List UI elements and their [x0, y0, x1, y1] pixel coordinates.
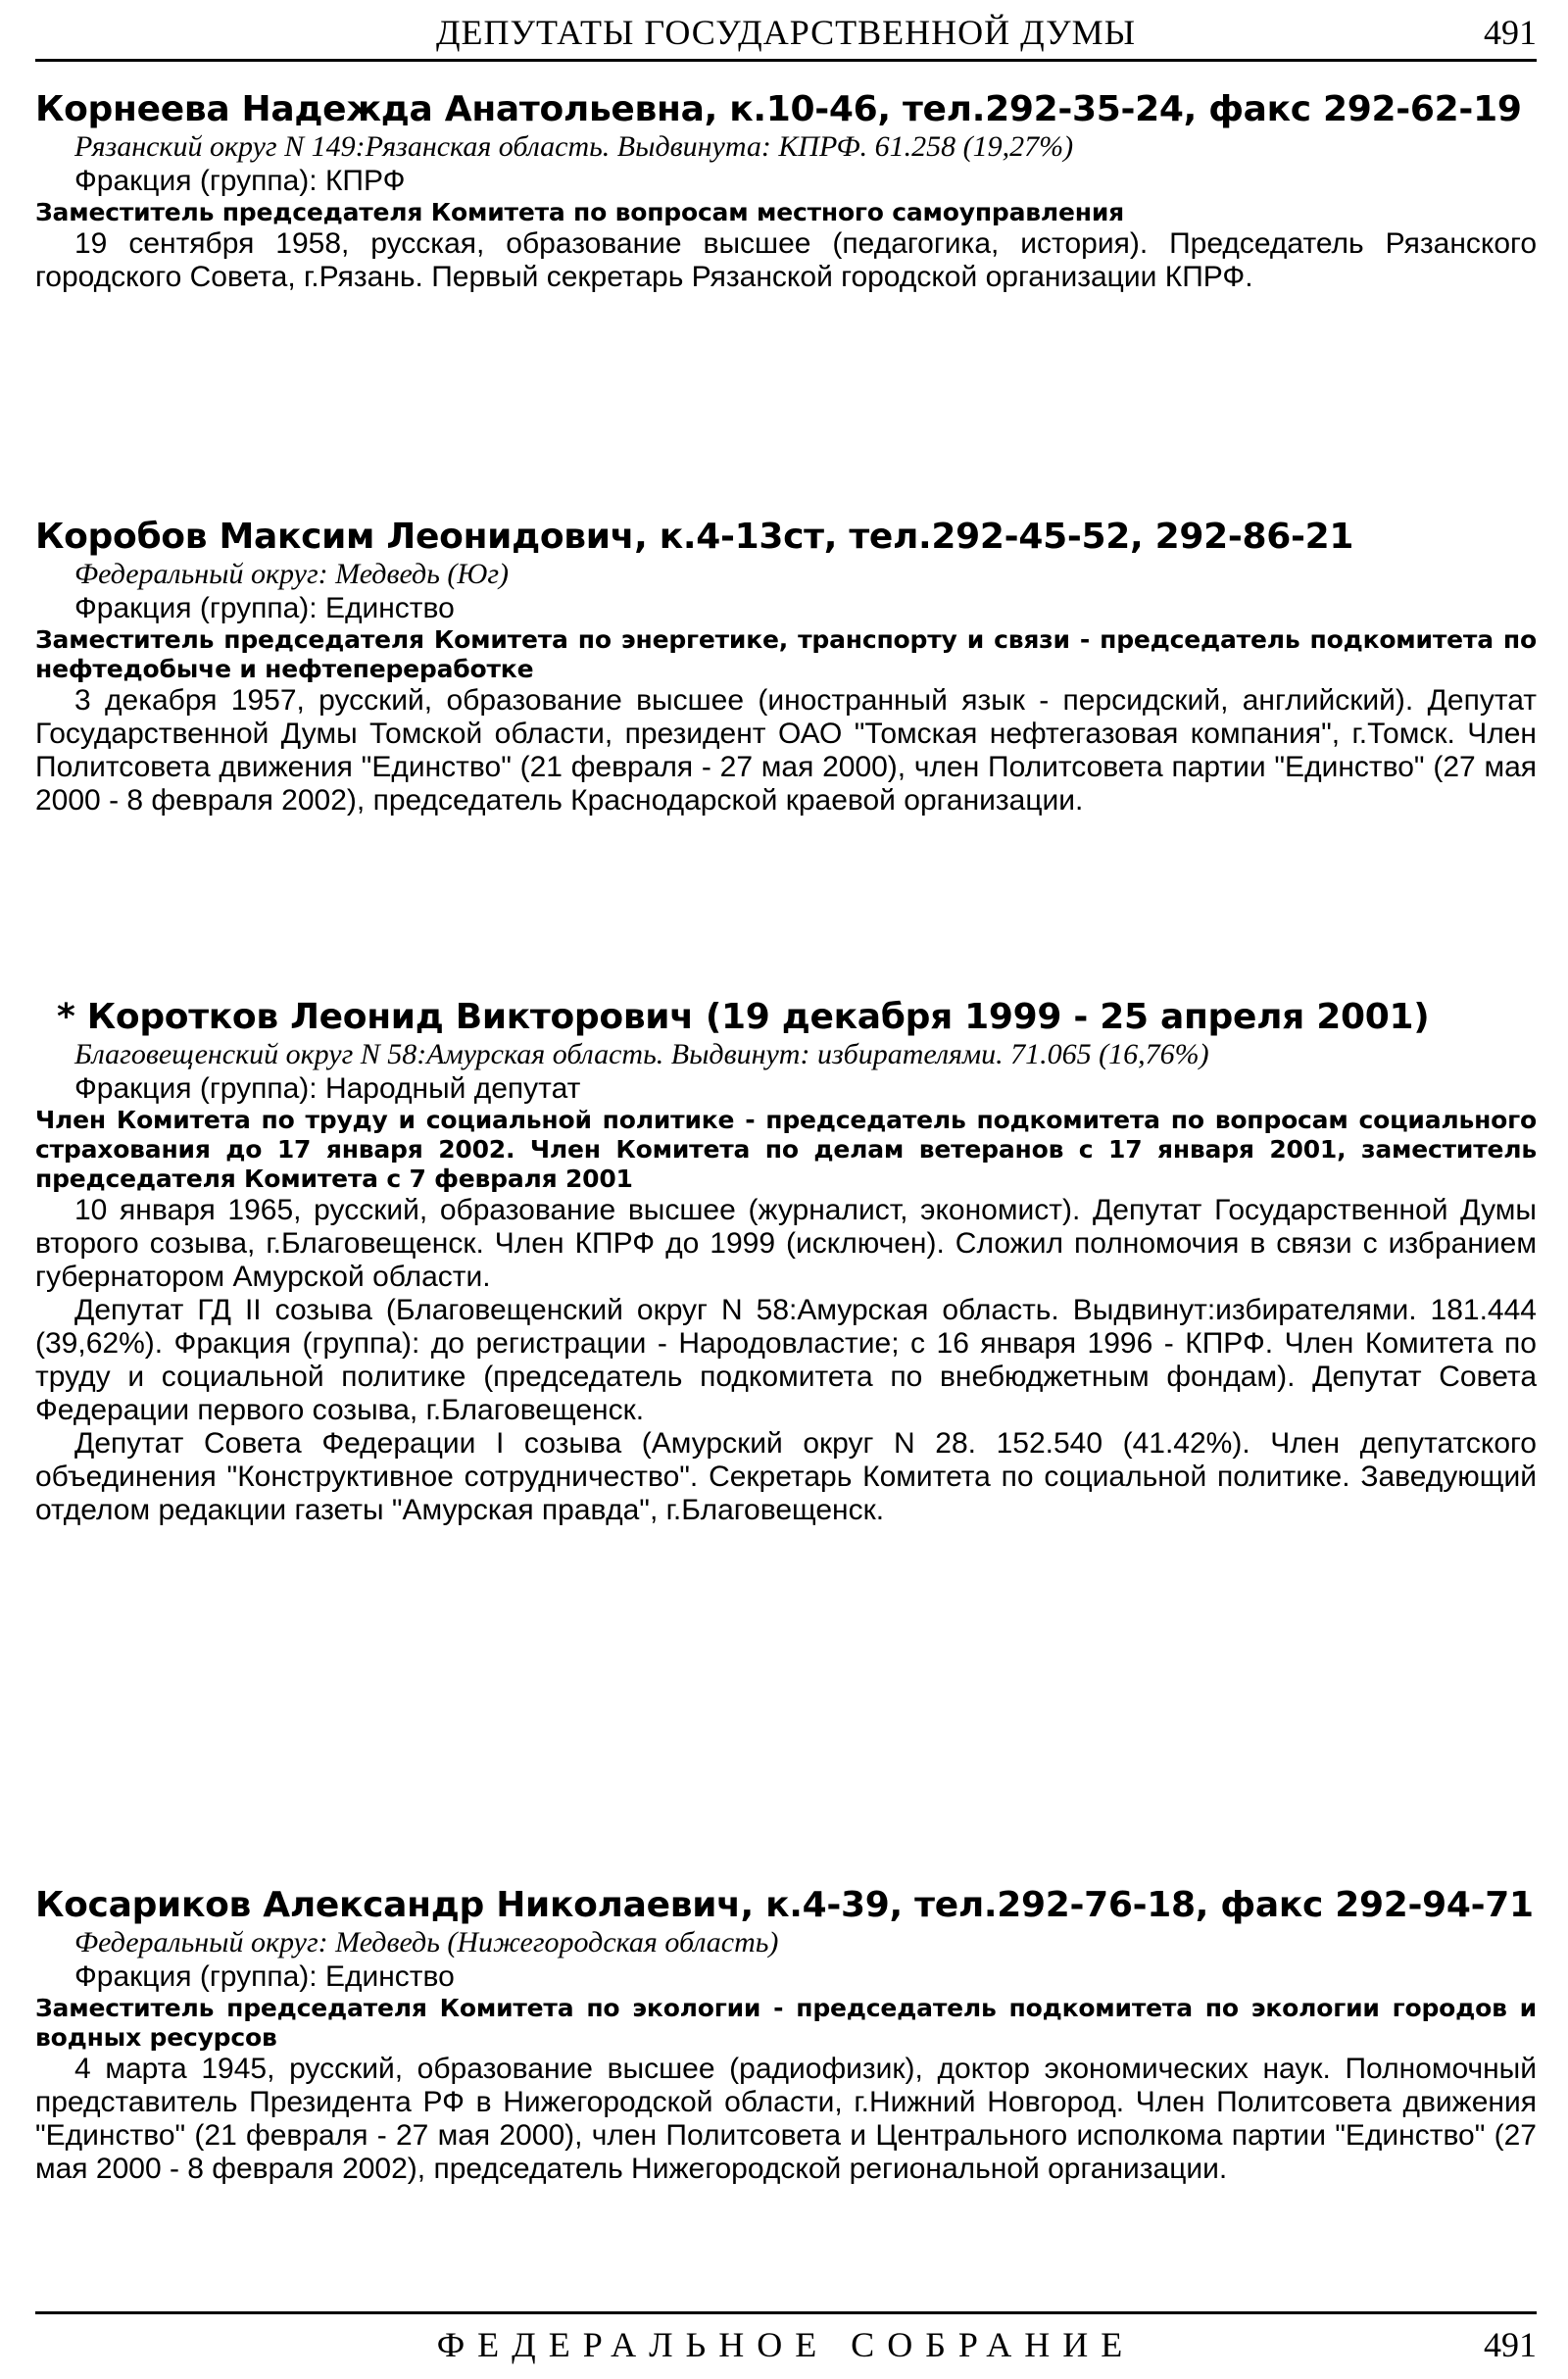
deputy-bio: 3 декабря 1957, русский, образование высшее (иностранный язык - персидский, английский). Депутат Государственной Думы Томской области, президент ОАО "Томская нефтегазовая компания", г.Томск. Член Политсовета движения "Единство" (21 февраля - 27 мая 2000), член Политсовета партии "Единство" (27 мая 2000 - 8 февраля 2002), председатель Краснодарской краевой организации. — [35, 684, 1537, 817]
deputy-faction: Фракция (группа): Народный депутат — [74, 1072, 581, 1105]
page — [35, 0, 1537, 2379]
running-header-title: ДЕПУТАТЫ ГОСУДАРСТВЕННОЙ ДУМЫ — [435, 13, 1137, 52]
deputy-position: Заместитель председателя Комитета по экологии - председатель подкомитета по экологии городов и водных ресурсов — [35, 1994, 1537, 2052]
deputy-position: Член Комитета по труду и социальной политике - председатель подкомитета по вопросам социального страхования до 17 января 2002. Член Комитета по делам ветеранов с 17 января 2001, заместитель председателя Комитета с 7 февраля 2001 — [35, 1106, 1537, 1193]
running-footer — [35, 2311, 1537, 2373]
deputy-bio: Депутат Совета Федерации I созыва (Амурский округ N 28. 152.540 (41.42%). Член депутатского объединения "Конструктивное сотрудничество". Секретарь Комитета по социальной политике. Заведующий отделом редакции газеты "Амурская правда", г.Благовещенск. — [35, 1427, 1537, 1526]
deputy-faction: Фракция (группа): КПРФ — [74, 165, 406, 197]
deputy-entry — [35, 998, 1537, 1527]
footer-page-number: 491 — [1484, 2325, 1537, 2364]
deputy-name: Коробов Максим Леонидович, к.4-13ст, тел.292-45-52, 292-86-21 — [35, 517, 1354, 557]
deputy-name: * Коротков Леонид Викторович (19 декабря 1999 - 25 апреля 2001) — [57, 997, 1430, 1037]
deputy-entry — [35, 518, 1537, 818]
deputy-district: Благовещенский округ N 58:Амурская область. Выдвинут: избирателями. 71.065 (16,76%) — [74, 1038, 1209, 1070]
deputy-bio: Депутат ГД II созыва (Благовещенский округ N 58:Амурская область. Выдвинут:избирателями. 181.444 (39,62%). Фракция (группа): до регистрации - Народовластие; с 16 января 1996 - КПРФ. Член Комитета по труду и социальной политике (председатель подкомитета по внебюджетным фондам). Депутат Совета Федерации первого созыва, г.Благовещенск. — [35, 1294, 1537, 1426]
page-number: 491 — [1484, 13, 1537, 52]
running-header — [35, 8, 1537, 62]
deputy-district: Федеральный округ: Медведь (Юг) — [74, 558, 510, 590]
deputy-faction: Фракция (группа): Единство — [74, 1960, 455, 1993]
deputy-entry — [35, 90, 1537, 294]
deputy-bio: 10 января 1965, русский, образование высшее (журналист, экономист). Депутат Государственной Думы второго созыва, г.Благовещенск. Член КПРФ до 1999 (исключен). Сложил полномочия в связи с избранием губернатором Амурской области. — [35, 1194, 1537, 1293]
deputy-position: Заместитель председателя Комитета по вопросам местного самоуправления — [35, 198, 1125, 226]
deputy-entry — [35, 1886, 1537, 2186]
deputy-faction: Фракция (группа): Единство — [74, 592, 455, 624]
deputy-bio: 4 марта 1945, русский, образование высшее (радиофизик), доктор экономических наук. Полномочный представитель Президента РФ в Нижегородской области, г.Нижний Новгород. Член Политсовета движения "Единство" (21 февраля - 27 мая 2000), член Политсовета и Центрального исполкома партии "Единство" (27 мая 2000 - 8 февраля 2002), председатель Нижегородской региональной организации. — [35, 2053, 1537, 2185]
running-footer-title: ФЕДЕРАЛЬНОЕ СОБРАНИЕ — [436, 2325, 1136, 2364]
deputy-name: Корнеева Надежда Анатольевна, к.10-46, тел.292-35-24, факс 292-62-19 — [35, 89, 1522, 129]
deputy-position: Заместитель председателя Комитета по энергетике, транспорту и связи - председатель подкомитета по нефтедобыче и нефтепереработке — [35, 625, 1537, 683]
deputy-district: Рязанский округ N 149:Рязанская область. Выдвинута: КПРФ. 61.258 (19,27%) — [74, 130, 1074, 163]
deputy-bio: 19 сентября 1958, русская, образование высшее (педагогика, история). Председатель Рязанского городского Совета, г.Рязань. Первый секретарь Рязанской городской организации КПРФ. — [35, 227, 1537, 293]
deputy-district: Федеральный округ: Медведь (Нижегородская область) — [74, 1926, 779, 1958]
deputy-name: Косариков Александр Николаевич, к.4-39, тел.292-76-18, факс 292-94-71 — [35, 1885, 1534, 1925]
